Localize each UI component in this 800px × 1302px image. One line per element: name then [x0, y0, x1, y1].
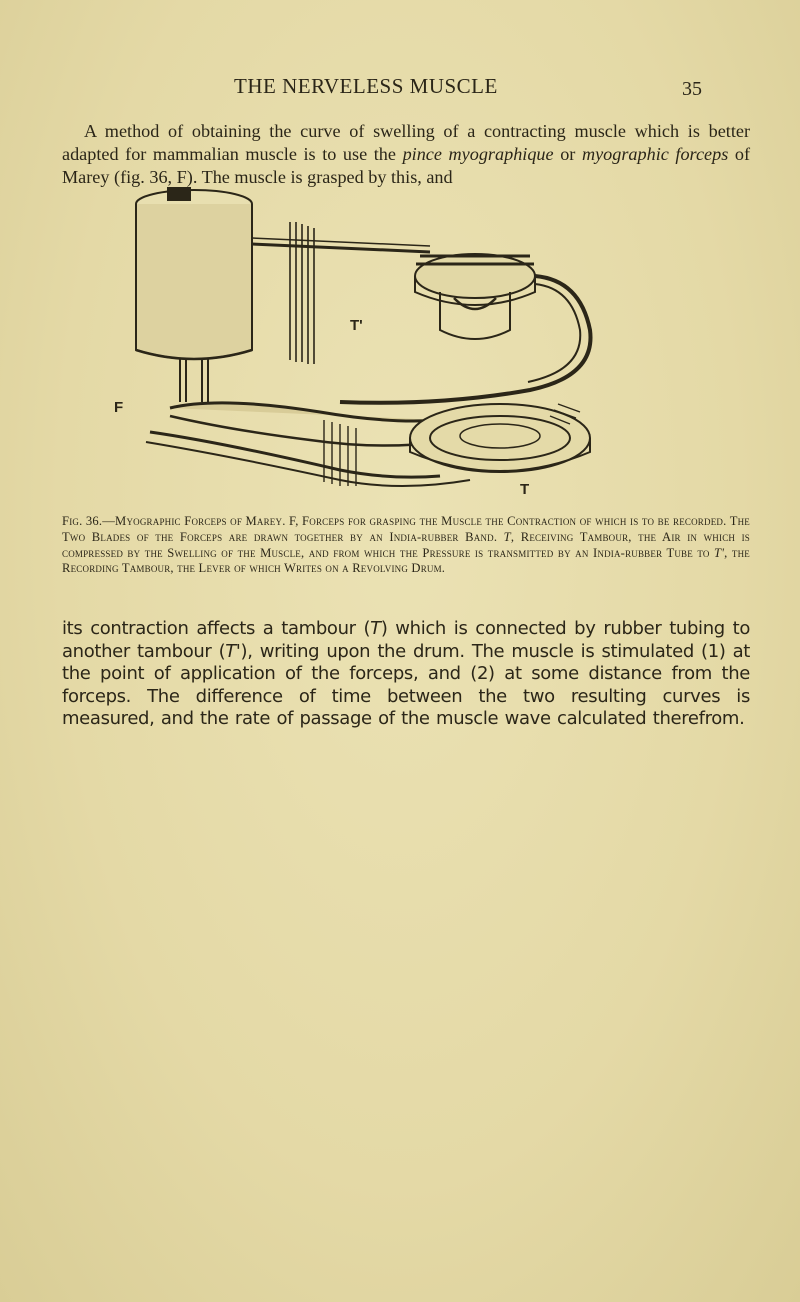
figure-caption: Fig. 36.—Myographic Forceps of Marey. F, Forceps for grasping the Muscle the Contraction of which is to be recorded. The Two Blades of the Forceps are drawn together by an India-rubber Band. T, Receiving Tambour, the Air in which is compressed by the Swelling of the Muscle, and from which the Pressure is transmitted by an India-rubber Tube to T', the Recording Tambour, the Lever of which Writes on a Revolving Drum. — [62, 514, 750, 576]
label-t-prime: T' — [350, 317, 363, 334]
page-number: 35 — [682, 78, 702, 100]
running-head — [0, 74, 800, 104]
paragraph-continuation: its contraction affects a tambour (T) which is connected by rubber tubing to another tambour (T'), writing upon the drum. The muscle is stimulated (1) at the point of application of the forceps, and (2) at some distance from the forceps. The difference of time between the two resulting curves is measured, and the rate of passage of the muscle wave calculated therefrom. — [62, 618, 751, 730]
label-t: T — [520, 481, 530, 498]
running-title: THE NERVELESS MUSCLE — [234, 74, 498, 98]
term-myographic-forceps: myographic forceps — [581, 144, 729, 164]
label-f: F — [114, 399, 124, 416]
paragraph-intro: A method of obtaining the curve of swelling of a contracting muscle which is better adapted for mammalian muscle is to use the pince myographique or myographic forceps of Marey (fig. 36, F). The muscle is grasped by this, and — [62, 121, 751, 187]
figure-myographic-forceps — [110, 180, 670, 502]
recording-drum-illustration — [136, 188, 591, 486]
term-pince-myographique: pince myographique — [402, 144, 554, 164]
